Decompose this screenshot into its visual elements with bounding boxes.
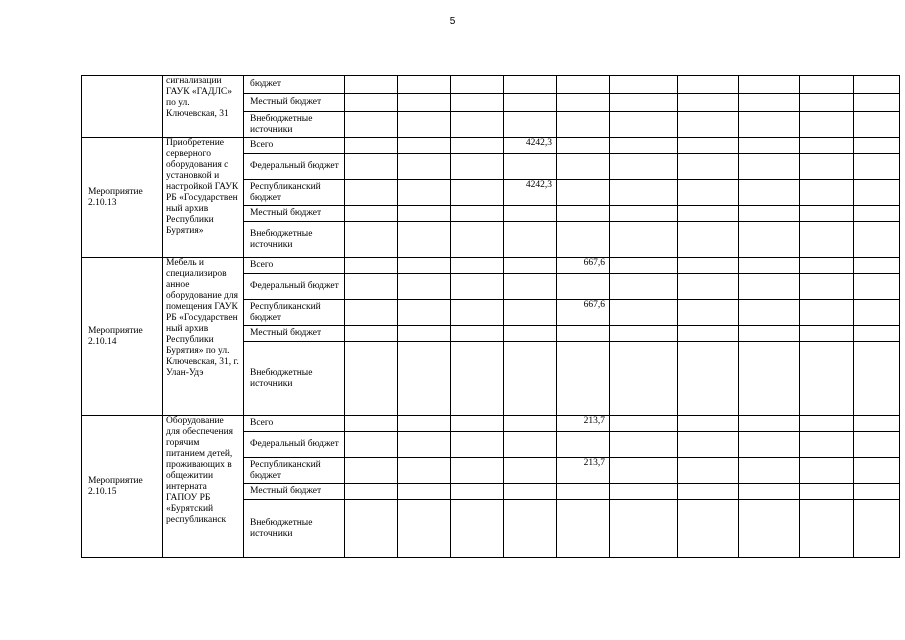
- value-cell: [678, 206, 739, 222]
- value-cell: [739, 326, 800, 342]
- value-cell: [557, 154, 610, 180]
- value-cell: [557, 432, 610, 458]
- value-cell: [739, 258, 800, 274]
- value-cell: [504, 432, 557, 458]
- value-cell: [739, 94, 800, 112]
- value-cell: [451, 112, 504, 138]
- value-cell: [451, 416, 504, 432]
- value-cell: [610, 76, 678, 94]
- value-cell: [678, 76, 739, 94]
- value-cell: [739, 138, 800, 154]
- value-cell: [610, 138, 678, 154]
- value-cell: [800, 76, 854, 94]
- funding-source-cell: Внебюджетные источники: [244, 342, 345, 416]
- value-cell: [504, 274, 557, 300]
- value-cell: [398, 484, 451, 500]
- value-cell: [451, 154, 504, 180]
- value-cell: [557, 112, 610, 138]
- value-cell: [504, 500, 557, 558]
- table-row: [82, 416, 900, 432]
- value-cell: [451, 342, 504, 416]
- value-cell: [610, 274, 678, 300]
- funding-source-cell: Местный бюджет: [244, 484, 345, 500]
- funding-source-cell: Всего: [244, 258, 345, 274]
- value-cell: [678, 432, 739, 458]
- description-cell: Мебель и специализиров анное оборудование для помещения ГАУК РБ «Государствен ный архив Республики Бурятия» по ул. Ключевская, 31, г. Улан-Удэ: [163, 258, 244, 416]
- table-row: [82, 138, 900, 154]
- value-cell: [678, 416, 739, 432]
- value-cell: [398, 154, 451, 180]
- value-cell: [451, 258, 504, 274]
- value-cell: [504, 222, 557, 258]
- value-cell: [678, 500, 739, 558]
- value-cell: [678, 326, 739, 342]
- value-cell: [345, 180, 398, 206]
- funding-source-cell: Федеральный бюджет: [244, 274, 345, 300]
- value-cell: [854, 222, 900, 258]
- value-cell: [610, 432, 678, 458]
- value-cell: [398, 138, 451, 154]
- value-cell: [557, 76, 610, 94]
- value-cell: [610, 222, 678, 258]
- value-cell: [610, 258, 678, 274]
- value-cell: [451, 458, 504, 484]
- value-cell: [345, 76, 398, 94]
- value-cell: [451, 300, 504, 326]
- value-cell: [345, 94, 398, 112]
- value-cell: [800, 458, 854, 484]
- value-cell: [678, 154, 739, 180]
- value-cell: [557, 138, 610, 154]
- measure-cell: Мероприятие 2.10.13: [82, 138, 163, 258]
- value-cell: [739, 458, 800, 484]
- value-cell: [739, 180, 800, 206]
- value-cell: [504, 94, 557, 112]
- value-cell: [854, 416, 900, 432]
- funding-source-cell: Внебюджетные источники: [244, 222, 345, 258]
- table-row: [82, 76, 900, 94]
- value-cell: [678, 138, 739, 154]
- value-cell: [398, 416, 451, 432]
- value-cell: [504, 342, 557, 416]
- value-cell: [398, 76, 451, 94]
- value-cell: 667,6: [557, 258, 610, 274]
- value-cell: [451, 484, 504, 500]
- value-cell: [345, 326, 398, 342]
- measure-cell: Мероприятие 2.10.15: [82, 416, 163, 558]
- value-cell: [800, 206, 854, 222]
- value-cell: [345, 138, 398, 154]
- value-cell: [854, 458, 900, 484]
- value-cell: [557, 342, 610, 416]
- value-cell: [504, 458, 557, 484]
- value-cell: [398, 112, 451, 138]
- value-cell: [557, 484, 610, 500]
- value-cell: [398, 222, 451, 258]
- value-cell: [451, 326, 504, 342]
- value-cell: [398, 500, 451, 558]
- value-cell: [739, 206, 800, 222]
- value-cell: [854, 326, 900, 342]
- funding-source-cell: Местный бюджет: [244, 326, 345, 342]
- value-cell: [504, 112, 557, 138]
- value-cell: [504, 258, 557, 274]
- funding-source-cell: Республиканский бюджет: [244, 180, 345, 206]
- funding-source-cell: Федеральный бюджет: [244, 154, 345, 180]
- description-cell: Оборудование для обеспечения горячим питанием детей, проживающих в общежитии интерната ГАПОУ РБ «Бурятский республиканск: [163, 416, 244, 558]
- measure-cell: Мероприятие 2.10.14: [82, 258, 163, 416]
- value-cell: [854, 500, 900, 558]
- value-cell: [398, 274, 451, 300]
- table-body: [82, 76, 900, 558]
- value-cell: [398, 300, 451, 326]
- value-cell: [451, 274, 504, 300]
- value-cell: [610, 416, 678, 432]
- value-cell: [398, 326, 451, 342]
- value-cell: [610, 154, 678, 180]
- value-cell: [451, 180, 504, 206]
- value-cell: [557, 206, 610, 222]
- value-cell: [610, 342, 678, 416]
- value-cell: [739, 112, 800, 138]
- value-cell: [678, 112, 739, 138]
- funding-source-cell: Федеральный бюджет: [244, 432, 345, 458]
- value-cell: [557, 500, 610, 558]
- value-cell: [398, 258, 451, 274]
- funding-source-cell: Местный бюджет: [244, 94, 345, 112]
- value-cell: [398, 94, 451, 112]
- value-cell: [398, 342, 451, 416]
- value-cell: [610, 180, 678, 206]
- value-cell: [800, 274, 854, 300]
- description-cell: сигнализации ГАУК «ГАДЛС» по ул. Ключевская, 31: [163, 76, 244, 138]
- value-cell: 213,7: [557, 416, 610, 432]
- value-cell: [345, 112, 398, 138]
- value-cell: [345, 206, 398, 222]
- value-cell: [800, 326, 854, 342]
- value-cell: 4242,3: [504, 180, 557, 206]
- value-cell: [451, 432, 504, 458]
- value-cell: [451, 138, 504, 154]
- value-cell: [504, 416, 557, 432]
- value-cell: [504, 154, 557, 180]
- value-cell: [800, 432, 854, 458]
- value-cell: [854, 94, 900, 112]
- value-cell: [678, 274, 739, 300]
- value-cell: [854, 484, 900, 500]
- funding-source-cell: Всего: [244, 138, 345, 154]
- value-cell: [800, 94, 854, 112]
- page-number: 5: [449, 16, 456, 27]
- value-cell: 667,6: [557, 300, 610, 326]
- value-cell: 213,7: [557, 458, 610, 484]
- value-cell: [610, 458, 678, 484]
- value-cell: [854, 112, 900, 138]
- value-cell: [800, 112, 854, 138]
- value-cell: [451, 76, 504, 94]
- value-cell: [398, 206, 451, 222]
- value-cell: [345, 258, 398, 274]
- value-cell: [739, 222, 800, 258]
- value-cell: [739, 500, 800, 558]
- funding-source-cell: Всего: [244, 416, 345, 432]
- value-cell: [678, 180, 739, 206]
- value-cell: [678, 458, 739, 484]
- value-cell: [854, 154, 900, 180]
- value-cell: [398, 432, 451, 458]
- value-cell: [504, 300, 557, 326]
- value-cell: [345, 274, 398, 300]
- value-cell: [739, 484, 800, 500]
- value-cell: [678, 222, 739, 258]
- value-cell: [345, 154, 398, 180]
- value-cell: [800, 258, 854, 274]
- value-cell: [739, 76, 800, 94]
- value-cell: [345, 458, 398, 484]
- budget-table: [81, 75, 900, 558]
- value-cell: [610, 500, 678, 558]
- value-cell: [504, 76, 557, 94]
- value-cell: [504, 326, 557, 342]
- value-cell: [854, 180, 900, 206]
- funding-source-cell: Внебюджетные источники: [244, 112, 345, 138]
- measure-cell: [82, 76, 163, 138]
- value-cell: [678, 484, 739, 500]
- table-row: [82, 258, 900, 274]
- value-cell: [678, 342, 739, 416]
- value-cell: [678, 258, 739, 274]
- value-cell: [678, 300, 739, 326]
- value-cell: [800, 154, 854, 180]
- value-cell: [451, 94, 504, 112]
- value-cell: [610, 94, 678, 112]
- value-cell: [451, 500, 504, 558]
- value-cell: [800, 416, 854, 432]
- value-cell: [451, 222, 504, 258]
- funding-source-cell: Внебюджетные источники: [244, 500, 345, 558]
- value-cell: [398, 180, 451, 206]
- value-cell: [345, 484, 398, 500]
- value-cell: [854, 300, 900, 326]
- value-cell: [557, 180, 610, 206]
- value-cell: [854, 342, 900, 416]
- value-cell: [557, 222, 610, 258]
- value-cell: [610, 326, 678, 342]
- value-cell: [345, 416, 398, 432]
- value-cell: [345, 500, 398, 558]
- funding-source-cell: бюджет: [244, 76, 345, 94]
- value-cell: [610, 206, 678, 222]
- value-cell: [557, 274, 610, 300]
- value-cell: [800, 222, 854, 258]
- funding-source-cell: Местный бюджет: [244, 206, 345, 222]
- value-cell: [854, 432, 900, 458]
- funding-source-cell: Республиканский бюджет: [244, 300, 345, 326]
- value-cell: [739, 154, 800, 180]
- value-cell: [854, 206, 900, 222]
- value-cell: [800, 300, 854, 326]
- value-cell: [854, 138, 900, 154]
- description-cell: Приобретение серверного оборудования с установкой и настройкой ГАУК РБ «Государствен ный архив Республики Бурятия»: [163, 138, 244, 258]
- value-cell: [678, 94, 739, 112]
- value-cell: [739, 300, 800, 326]
- value-cell: [557, 94, 610, 112]
- value-cell: [504, 484, 557, 500]
- value-cell: [610, 484, 678, 500]
- value-cell: [854, 76, 900, 94]
- value-cell: [800, 180, 854, 206]
- value-cell: [739, 342, 800, 416]
- value-cell: [739, 432, 800, 458]
- value-cell: [345, 300, 398, 326]
- value-cell: [345, 342, 398, 416]
- value-cell: [557, 326, 610, 342]
- value-cell: [610, 300, 678, 326]
- funding-source-cell: Республиканский бюджет: [244, 458, 345, 484]
- value-cell: [800, 342, 854, 416]
- value-cell: [345, 432, 398, 458]
- value-cell: [739, 274, 800, 300]
- value-cell: [345, 222, 398, 258]
- value-cell: [800, 138, 854, 154]
- value-cell: [610, 112, 678, 138]
- value-cell: [854, 274, 900, 300]
- value-cell: 4242,3: [504, 138, 557, 154]
- value-cell: [504, 206, 557, 222]
- value-cell: [398, 458, 451, 484]
- value-cell: [854, 258, 900, 274]
- value-cell: [800, 500, 854, 558]
- value-cell: [800, 484, 854, 500]
- value-cell: [739, 416, 800, 432]
- value-cell: [451, 206, 504, 222]
